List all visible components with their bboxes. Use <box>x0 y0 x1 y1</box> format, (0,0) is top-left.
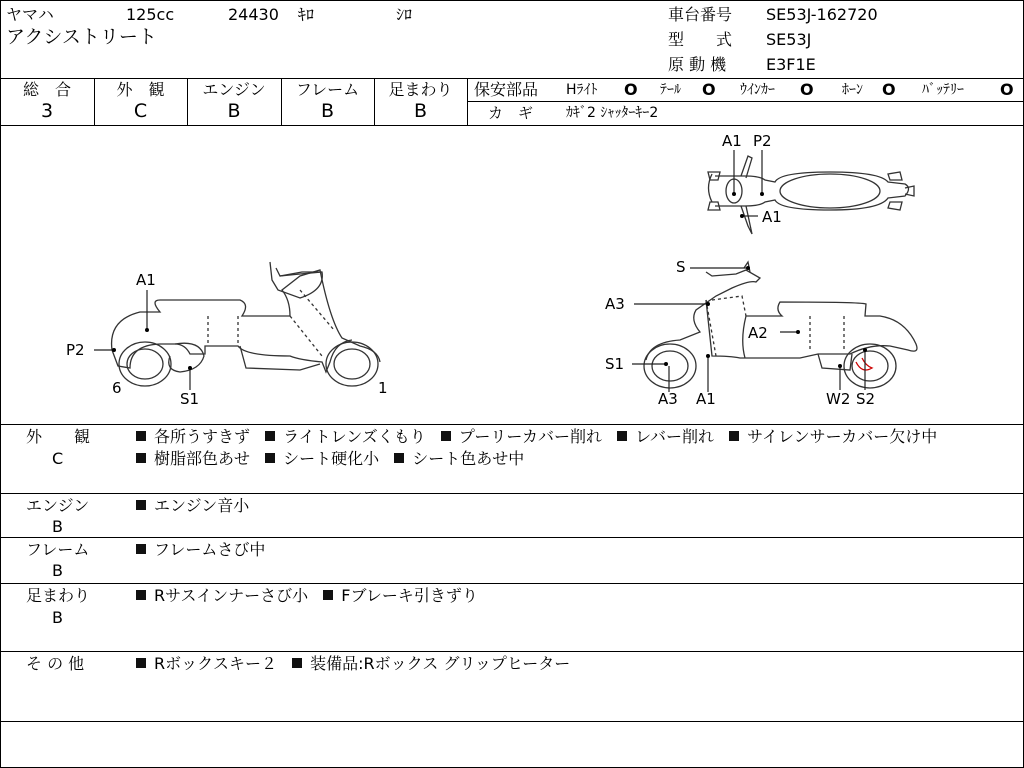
remark-line <box>136 428 947 446</box>
remark-item: フレームさび中 <box>154 540 266 559</box>
remark-item: プーリーカバー削れ <box>458 427 603 446</box>
mileage: 24430 <box>228 5 279 24</box>
diagram-label-left-a1: A1 <box>136 271 156 289</box>
bullet-icon <box>136 500 146 510</box>
remark-item: Rボックスキー２ <box>154 654 277 673</box>
model-name: アクシストリート <box>6 26 157 48</box>
color: ｼﾛ <box>396 5 413 24</box>
overall-grade: 3 <box>40 100 54 122</box>
frame-grade-label: フレーム <box>295 80 360 99</box>
divider <box>0 493 1024 494</box>
remark-label-engine: エンジン <box>26 496 90 515</box>
exterior-grade-label: 外 観 <box>116 80 165 99</box>
diagram-label-right-a3: A3 <box>605 295 625 313</box>
frame-no: SE53J-162720 <box>766 5 878 24</box>
remark-item: 樹脂部色あせ <box>154 449 251 468</box>
diagram-label-right-w2: W2 <box>826 390 851 408</box>
divider <box>0 583 1024 584</box>
diagram-label-right-a2: A2 <box>748 324 768 342</box>
bullet-icon <box>265 431 275 441</box>
bullet-icon <box>265 453 275 463</box>
safety-item-headlight: Hﾗｲﾄ <box>566 82 598 98</box>
diagram-label-right-a3b: A3 <box>658 390 678 408</box>
diagram-label-left-p2: P2 <box>66 341 85 359</box>
diagram-label-left-1: 1 <box>378 379 388 397</box>
divider <box>0 537 1024 538</box>
diagram-label-left-6: 6 <box>112 379 122 397</box>
engine-grade-label: エンジン <box>202 80 266 99</box>
frame-no-label: 車台番号 <box>668 5 733 24</box>
displacement: 125cc <box>126 5 175 24</box>
safety-mark-battery: O <box>1000 80 1014 99</box>
bullet-icon <box>323 590 333 600</box>
engine-grade: B <box>227 100 241 122</box>
bullet-icon <box>292 658 302 668</box>
remark-item: シート色あせ中 <box>412 449 525 468</box>
bullet-icon <box>729 431 739 441</box>
divider <box>0 78 1024 79</box>
engine-value: E3F1E <box>766 55 816 74</box>
mileage-unit: ｷﾛ <box>298 5 315 24</box>
key-value: ｶｷﾞ2 ｼｬｯﾀｰｷｰ2 <box>566 105 659 121</box>
remark-label-suspension: 足まわり <box>26 586 91 605</box>
remark-label-exterior: 外 観 <box>26 427 91 446</box>
bullet-icon <box>441 431 451 441</box>
suspension-grade: B <box>413 100 428 122</box>
diagram-label-right-a1: A1 <box>696 390 716 408</box>
type-value: SE53J <box>766 30 812 49</box>
remark-item: レバー削れ <box>635 427 715 446</box>
type-label: 型 式 <box>668 30 733 49</box>
safety-item-winker: ｳｲﾝｶｰ <box>740 82 775 98</box>
divider <box>0 721 1024 722</box>
divider <box>0 651 1024 652</box>
bullet-icon <box>394 453 404 463</box>
remark-line <box>136 655 580 673</box>
remark-item: Fブレーキ引きずり <box>341 586 478 605</box>
remark-item: 各所うすきず <box>154 427 251 446</box>
remark-line <box>136 450 534 468</box>
diagram-label-right-s1: S1 <box>605 355 625 373</box>
remark-grade-engine: B <box>52 517 63 536</box>
right-side-view-scooter <box>644 262 917 388</box>
safety-item-taillight: ﾃｰﾙ <box>660 82 681 98</box>
remark-item: サイレンサーカバー欠け中 <box>747 427 938 446</box>
remark-label-other: そ の 他 <box>26 654 85 673</box>
safety-item-horn: ﾎｰﾝ <box>842 82 863 98</box>
diagram-label-right-s: S <box>676 258 686 276</box>
diagram-label-top-a1b: A1 <box>762 208 782 226</box>
safety-item-battery: ﾊﾞｯﾃﾘｰ <box>922 82 964 98</box>
key-label: カ ギ <box>488 104 534 122</box>
remark-line <box>136 541 275 559</box>
maker: ヤマハ <box>6 5 54 24</box>
remark-line <box>136 587 488 605</box>
remark-line <box>136 497 259 515</box>
suspension-grade-label: 足まわり <box>388 80 453 99</box>
remark-label-frame: フレーム <box>26 540 90 559</box>
remark-grade-exterior: C <box>52 449 64 468</box>
remark-item: Rサスインナーさび小 <box>154 586 309 605</box>
diagram-label-left-s1: S1 <box>180 390 200 408</box>
frame-grade: B <box>320 100 335 122</box>
damage-diagram <box>0 126 1024 423</box>
bullet-icon <box>617 431 627 441</box>
remark-item: エンジン音小 <box>154 496 250 515</box>
safety-parts-label: 保安部品 <box>474 80 539 99</box>
bullet-icon <box>136 544 146 554</box>
diagram-label-top-p2: P2 <box>753 132 772 150</box>
remark-grade-suspension: B <box>52 608 63 627</box>
exterior-grade: C <box>133 100 148 122</box>
safety-mark-taillight: O <box>702 80 716 99</box>
top-view-scooter <box>708 156 914 234</box>
remark-item: ライトレンズくもり <box>283 427 426 446</box>
overall-grade-label: 総 合 <box>22 80 71 99</box>
divider <box>467 78 468 125</box>
remark-item: シート硬化小 <box>283 449 380 468</box>
bullet-icon <box>136 658 146 668</box>
diagram-label-top-a1: A1 <box>722 132 742 150</box>
diagram-label-right-s2: S2 <box>856 390 876 408</box>
engine-label: 原 動 機 <box>668 55 727 74</box>
bullet-icon <box>136 453 146 463</box>
remark-item: 装備品:Rボックス グリップヒーター <box>310 654 571 673</box>
safety-mark-winker: O <box>800 80 814 99</box>
divider <box>468 101 1024 102</box>
remark-grade-frame: B <box>52 561 63 580</box>
safety-mark-horn: O <box>882 80 896 99</box>
divider <box>0 424 1024 425</box>
bullet-icon <box>136 431 146 441</box>
bullet-icon <box>136 590 146 600</box>
safety-mark-headlight: O <box>624 80 638 99</box>
